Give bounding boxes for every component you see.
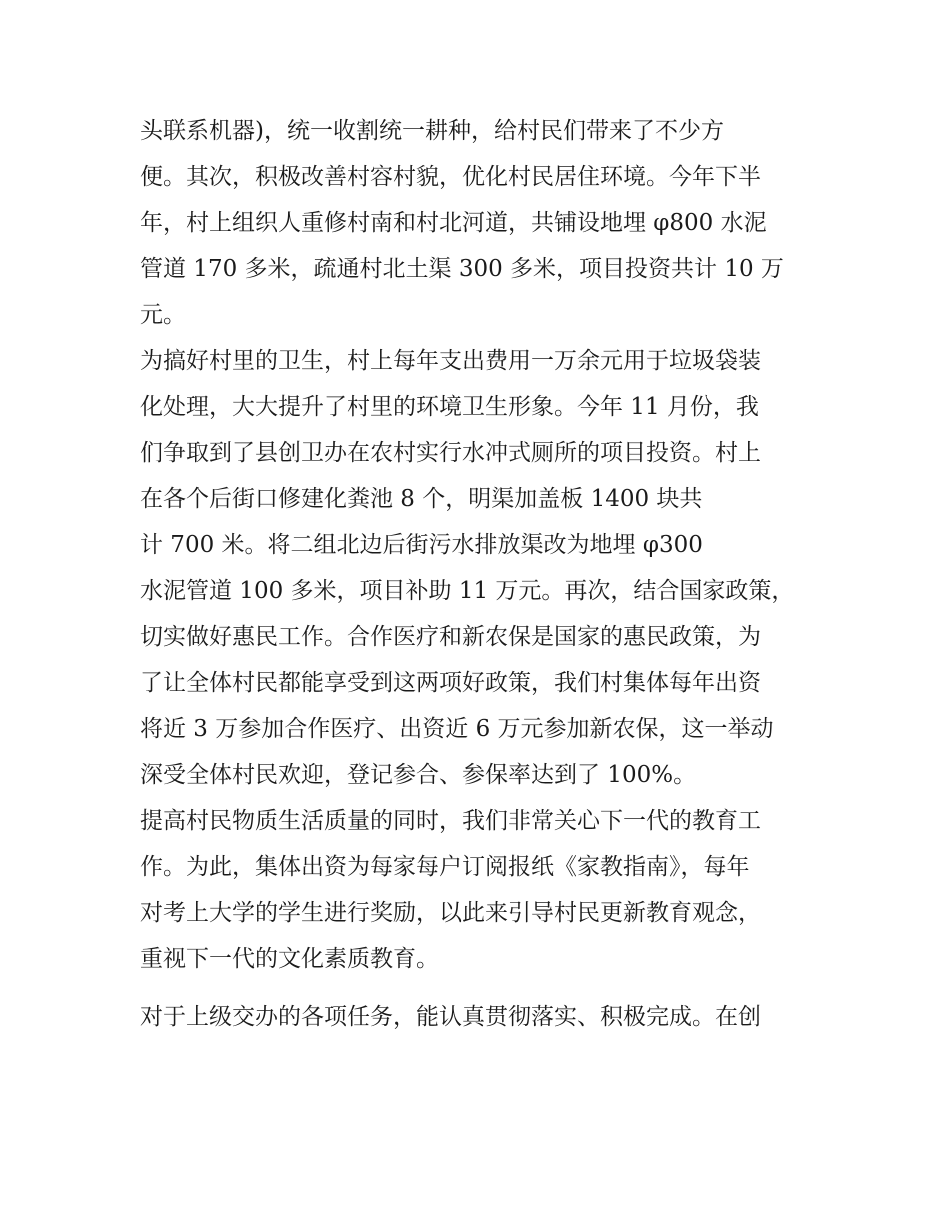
text-line: 重视下一代的文化素质教育。	[140, 946, 439, 972]
text-line: 对于上级交办的各项任务，能认真贯彻落实、积极完成。在创	[140, 1004, 761, 1030]
document-body	[140, 108, 820, 1040]
paragraph-spacer	[140, 982, 820, 994]
text-line: 们争取到了县创卫办在农村实行水冲式厕所的项目投资。村上	[140, 440, 761, 466]
text-line: 了让全体村民都能享受到这两项好政策，我们村集体每年出资	[140, 670, 761, 696]
text-line: 管道 170 多米，疏通村北土渠 300 多米，项目投资共计 10 万	[140, 256, 784, 282]
text-line: 作。为此，集体出资为每家每户订阅报纸《家教指南》，每年	[140, 854, 750, 880]
paragraph-3	[140, 798, 820, 982]
text-line: 提高村民物质生活质量的同时，我们非常关心下一代的教育工	[140, 808, 761, 834]
text-line: 元。	[140, 302, 186, 328]
text-line: 水泥管道 100 多米，项目补助 11 万元。再次，结合国家政策，	[140, 578, 795, 604]
text-line: 对考上大学的学生进行奖励，以此来引导村民更新教育观念，	[140, 900, 761, 926]
text-line: 将近 3 万参加合作医疗、出资近 6 万元参加新农保，这一举动	[140, 716, 774, 742]
text-line: 年，村上组织人重修村南和村北河道，共铺设地埋 φ800 水泥	[140, 210, 767, 236]
paragraph-2	[140, 338, 820, 798]
text-line: 便。其次，积极改善村容村貌，优化村民居住环境。今年下半	[140, 164, 761, 190]
text-line: 计 700 米。将二组北边后街污水排放渠改为地埋 φ300	[140, 532, 703, 558]
text-line: 化处理，大大提升了村里的环境卫生形象。今年 11 月份，我	[140, 394, 759, 420]
paragraph-4	[140, 994, 820, 1040]
text-line: 切实做好惠民工作。合作医疗和新农保是国家的惠民政策，为	[140, 624, 761, 650]
text-line: 在各个后街口修建化粪池 8 个，明渠加盖板 1400 块共	[140, 486, 703, 512]
text-line: 头联系机器)，统一收割统一耕种，给村民们带来了不少方	[140, 118, 724, 144]
paragraph-1	[140, 108, 820, 338]
text-line: 为搞好村里的卫生，村上每年支出费用一万余元用于垃圾袋装	[140, 348, 761, 374]
text-line: 深受全体村民欢迎，登记参合、参保率达到了 100%。	[140, 762, 697, 788]
